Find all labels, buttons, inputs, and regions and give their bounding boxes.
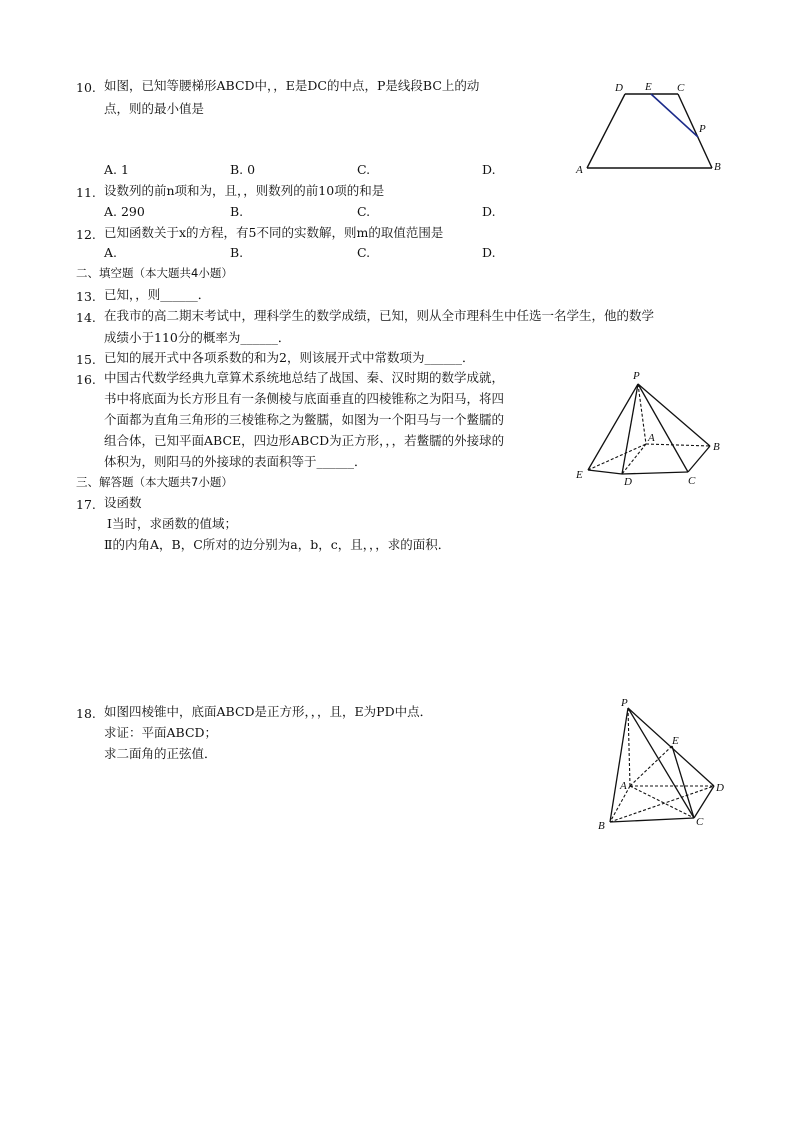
question-16-text-line4: 组合体，已知平面ABCE，四边形ABCD为正方形，，，若鳖臑的外接球的	[104, 433, 505, 448]
question-13-number: 13.	[76, 289, 96, 304]
question-10-option-d: D.	[482, 162, 496, 177]
question-18-number: 18.	[76, 706, 96, 721]
question-11-option-d: D.	[482, 204, 496, 219]
label-b: B	[714, 161, 721, 173]
question-16-text-line5: 体积为，则阳马的外接球的表面积等于______．	[104, 454, 367, 469]
label-p: P	[621, 697, 628, 709]
question-10-trapezoid-figure	[570, 76, 730, 180]
question-10-text-line2: 点，则的最小值是	[104, 101, 205, 116]
edge-pc	[638, 384, 688, 472]
question-11-option-c: C.	[357, 204, 371, 219]
question-16-text-line3: 个面都为直角三角形的三棱锥称之为鳖臑，如图为一个阳马与一个鳖臑的	[104, 412, 505, 427]
edge-pa	[628, 708, 630, 786]
question-18-pyramid-figure	[592, 696, 732, 836]
question-11-option-a: A. 290	[104, 204, 145, 219]
label-d: D	[624, 476, 632, 488]
label-c: C	[688, 475, 696, 487]
question-16-number: 16.	[76, 372, 96, 387]
question-10-number: 10.	[76, 80, 96, 95]
segment-ep	[651, 94, 698, 137]
question-14-text-line1: 在我市的高二期末考试中，理科学生的数学成绩，已知，则从全市理科生中任选一名学生，他的数学	[104, 308, 655, 323]
edge-ec	[672, 746, 694, 818]
question-10-option-a: A. 1	[104, 162, 129, 177]
edge-ab	[646, 444, 710, 446]
question-11-text-line1: 设数列的前n项和为，且，，则数列的前10项的和是	[104, 183, 385, 198]
question-18-text-line3: 求二面角的正弦值．	[104, 746, 217, 761]
trapezoid-edge-ad	[587, 94, 625, 168]
label-e: E	[576, 469, 583, 481]
label-c: C	[677, 82, 685, 94]
trapezoid-edge-bc	[678, 94, 712, 168]
question-17-text-line1: 设函数	[104, 495, 142, 510]
edge-cd	[694, 786, 714, 818]
question-17-number: 17.	[76, 497, 96, 512]
section-fill-in-heading: 二、填空题（本大题共4小题）	[76, 266, 233, 280]
question-18-text-line1: 如图四棱锥中，底面ABCD是正方形，，，且，E为PD中点．	[104, 704, 433, 719]
edge-ea	[588, 444, 646, 470]
section-solution-heading: 三、解答题（本大题共7小题）	[76, 475, 233, 489]
question-12-text-line1: 已知函数关于x的方程，有5不同的实数解，则m的取值范围是	[104, 225, 444, 240]
question-12-option-d: D.	[482, 245, 496, 260]
label-p: P	[699, 123, 706, 135]
question-10-text-line1: 如图，已知等腰梯形ABCD中，，E是DC的中点，P是线段BC上的动	[104, 78, 480, 93]
question-12-number: 12.	[76, 227, 96, 242]
edge-pa	[638, 384, 646, 444]
question-14-text-line2: 成绩小于110分的概率为______．	[104, 330, 291, 345]
question-16-text-line1: 中国古代数学经典九章算术系统地总结了战国、秦、汉时期的数学成就，	[104, 370, 505, 385]
question-12-option-a: A.	[104, 245, 118, 260]
label-e: E	[672, 735, 679, 747]
label-b: B	[598, 820, 605, 832]
question-10-option-c: C.	[357, 162, 371, 177]
label-c: C	[696, 816, 704, 828]
question-11-number: 11.	[76, 185, 96, 200]
question-12-option-b: B.	[230, 245, 244, 260]
label-a: A	[576, 164, 583, 176]
label-d: D	[716, 782, 724, 794]
label-b: B	[713, 441, 720, 453]
question-14-number: 14.	[76, 310, 96, 325]
question-11-option-b: B.	[230, 204, 244, 219]
question-18-text-line2: 求证：平面ABCD；	[104, 725, 218, 740]
label-p: P	[633, 370, 640, 382]
edge-dc	[622, 472, 688, 474]
question-13-text-line1: 已知，，则______．	[104, 287, 211, 302]
label-a: A	[620, 780, 627, 792]
edge-pc	[628, 708, 694, 818]
question-17-text-line3: Ⅱ的内角A，B，C所对的边分别为a，b，c，且，，，求的面积．	[104, 537, 451, 552]
question-16-text-line2: 书中将底面为长方形且有一条侧棱与底面垂直的四棱锥称之为阳马，将四	[104, 391, 505, 406]
label-a: A	[648, 432, 655, 444]
edge-bc	[610, 818, 694, 822]
question-17-text-line2: Ⅰ当时，求函数的值域；	[107, 516, 237, 531]
label-e: E	[645, 81, 652, 93]
question-12-option-c: C.	[357, 245, 371, 260]
label-d: D	[615, 82, 623, 94]
edge-ad	[622, 444, 646, 474]
edge-ed	[588, 470, 622, 474]
edge-cb	[688, 446, 710, 472]
question-15-text-line1: 已知的展开式中各项系数的和为2，则该展开式中常数项为______．	[104, 350, 475, 365]
question-15-number: 15.	[76, 352, 96, 367]
question-10-option-b: B. 0	[230, 162, 256, 177]
question-16-pyramid-figure	[570, 366, 730, 490]
edge-ae	[630, 746, 672, 786]
